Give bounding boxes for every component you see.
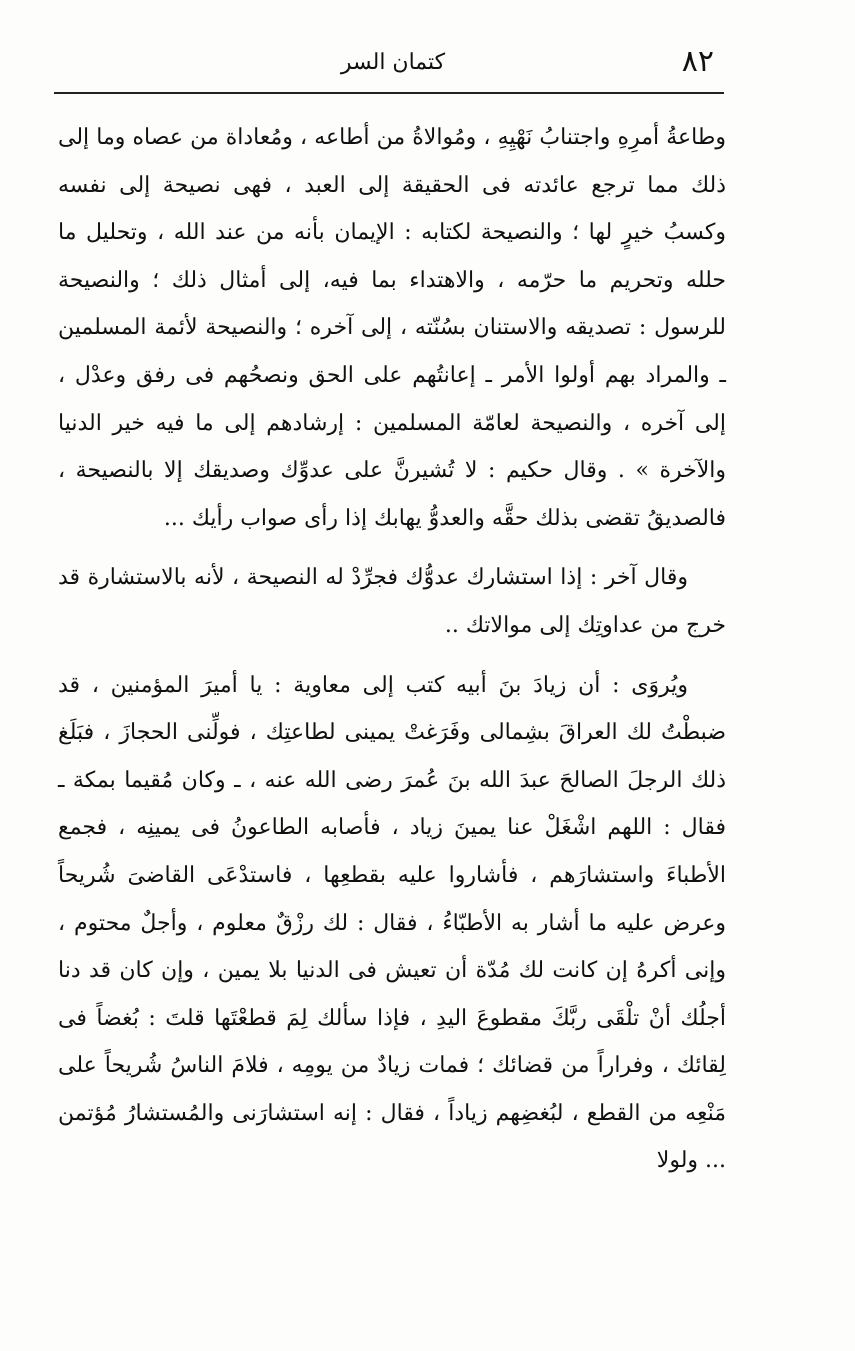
paragraph: وطاعةُ أمرِهِ واجتنابُ نَهْيِهِ ، ومُوالاةُ من أطاعه ، ومُعاداة من عصاه وما إلى ذلك مما ترجع عائدته فى الحقيقة إلى العبد ، فهى نصيحة إلى نفسه وكسبُ خيرٍ لها ؛ والنصيحة لكتابه : الإيمان بأنه من عند الله ، وتحليل ما حلله وتحريم ما حرّمه ، والاهتداء بما فيه، إلى أمثال ذلك ؛ والنصيحة للرسول : تصديقه والاستنان بسُنّته ، إلى آخره ؛ والنصيحة لأئمة المسلمين ـ والمراد بهم أولوا الأمر ـ إعانتُهم على الحق ونصحُهم فى رفق وعدْل ، إلى آخره ، والنصيحة لعامّة المسلمين : إرشادهم إلى ما فيه خير الدنيا والآخرة » . وقال حكيم : لا تُشيرنَّ على عدوِّك وصديقك إلا بالنصيحة ، فالصديقُ تقضى بذلك حقَّه والعدوُّ يهابك إذا رأى صواب رأيك ... bbox=[58, 125, 726, 531]
paragraph: ويُروَى : أن زيادَ بنَ أبيه كتب إلى معاوية : يا أميرَ المؤمنين ، قد ضبطْتُ لك العراقَ بشِمالى وفَرَغتْ يمينى لطاعتِك ، فولِّنى الحجازَ ، فبَلَغ ذلك الرجلَ الصالحَ عبدَ الله بنَ عُمرَ رضى الله عنه ، ـ وكان مُقيما بمكة ـ فقال : اللهم اشْغَلْ عنا يمينَ زياد ، فأصابه الطاعونُ فى يمينِه ، فجمع الأطباءَ واستشارَهم ، فأشاروا عليه بقطعِها ، فاستدْعَى القاضىَ شُريحاً وعرض عليه ما أشار به الأطبّاءُ ، فقال : لك رزْقٌ معلوم ، وأجلٌ محتوم ، وإنى أكرهُ إن كانت لك مُدّة أن تعيش فى الدنيا بلا يمين ، وإن كان قد دنا أجلُك أنْ تلْقَى ربَّكَ مقطوعَ اليدِ ، فإذا سألك لِمَ قطعْتَها قلتَ : بُغضاً فى لِقائك ، وفراراً من قضائك ؛ فمات زيادٌ من يومِه ، فلامَ الناسُ شُريحاً على مَنْعِه من القطع ، لبُغضِهم زياداً ، فقال : إنه استشارَنى والمُستشارُ مُؤتمن ... ولولا bbox=[58, 672, 726, 1174]
running-title: كتمان السر bbox=[340, 50, 446, 75]
header-divider bbox=[54, 92, 724, 94]
page-number: ٨٢ bbox=[681, 44, 714, 79]
body-text bbox=[58, 114, 726, 1185]
paragraph: وقال آخر : إذا استشارك عدوُّك فجرِّدْ له النصيحة ، لأنه بالاستشارة قد خرج من عداوتِك إلى موالاتك .. bbox=[58, 565, 726, 638]
page-header bbox=[60, 40, 726, 96]
